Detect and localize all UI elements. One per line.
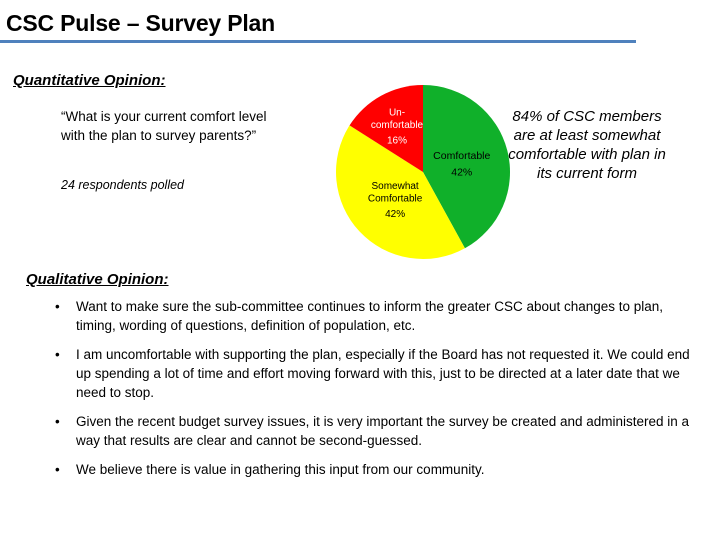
pie-percent-label: 16% xyxy=(387,135,408,147)
survey-question: “What is your current comfort level with the plan to survey parents?” xyxy=(61,109,267,143)
pie-slice-label: Somewhat xyxy=(371,181,419,193)
comfort-pie-chart xyxy=(326,78,516,268)
pie-percent-label: 42% xyxy=(385,209,406,221)
opinion-text: I am uncomfortable with supporting the plan, especially if the Board has not requested it. We could end up spending a lot of time and effort moving forward with this, just to be directed at a later date that we need to stop. xyxy=(76,347,690,400)
pie-slice-label: comfortable xyxy=(370,120,424,132)
bullet-icon: • xyxy=(55,414,60,429)
slide-title: CSC Pulse – Survey Plan xyxy=(6,10,275,36)
opinion-text: We believe there is value in gathering this input from our community. xyxy=(76,462,485,477)
pie-slice-label: Un- xyxy=(388,107,406,119)
pie-slice-label: Comfortable xyxy=(367,193,423,205)
bullet-icon: • xyxy=(55,462,60,477)
opinion-list xyxy=(52,297,692,489)
list-item xyxy=(52,297,692,335)
list-item xyxy=(52,412,692,450)
list-item xyxy=(52,345,692,402)
bullet-icon: • xyxy=(55,299,60,314)
bullet-icon: • xyxy=(55,347,60,362)
pie-slice-label: Comfortable xyxy=(433,150,491,163)
opinion-text: Given the recent budget survey issues, it is very important the survey be created and administered in a way that results are clear and cannot be second-guessed. xyxy=(76,414,690,448)
opinion-text: Want to make sure the sub-committee continues to inform the greater CSC about changes to plan, timing, wording of questions, definition of population, etc. xyxy=(76,299,664,333)
quantitative-heading: Quantitative Opinion: xyxy=(13,72,166,89)
list-item xyxy=(52,460,692,479)
summary-callout: 84% of CSC members are at least somewhat comfortable with plan in its current form xyxy=(508,108,666,182)
pie-percent-label: 42% xyxy=(451,166,473,179)
respondents-note: 24 respondents polled xyxy=(61,178,185,192)
qualitative-heading: Qualitative Opinion: xyxy=(26,271,169,288)
title-underline xyxy=(0,40,636,43)
